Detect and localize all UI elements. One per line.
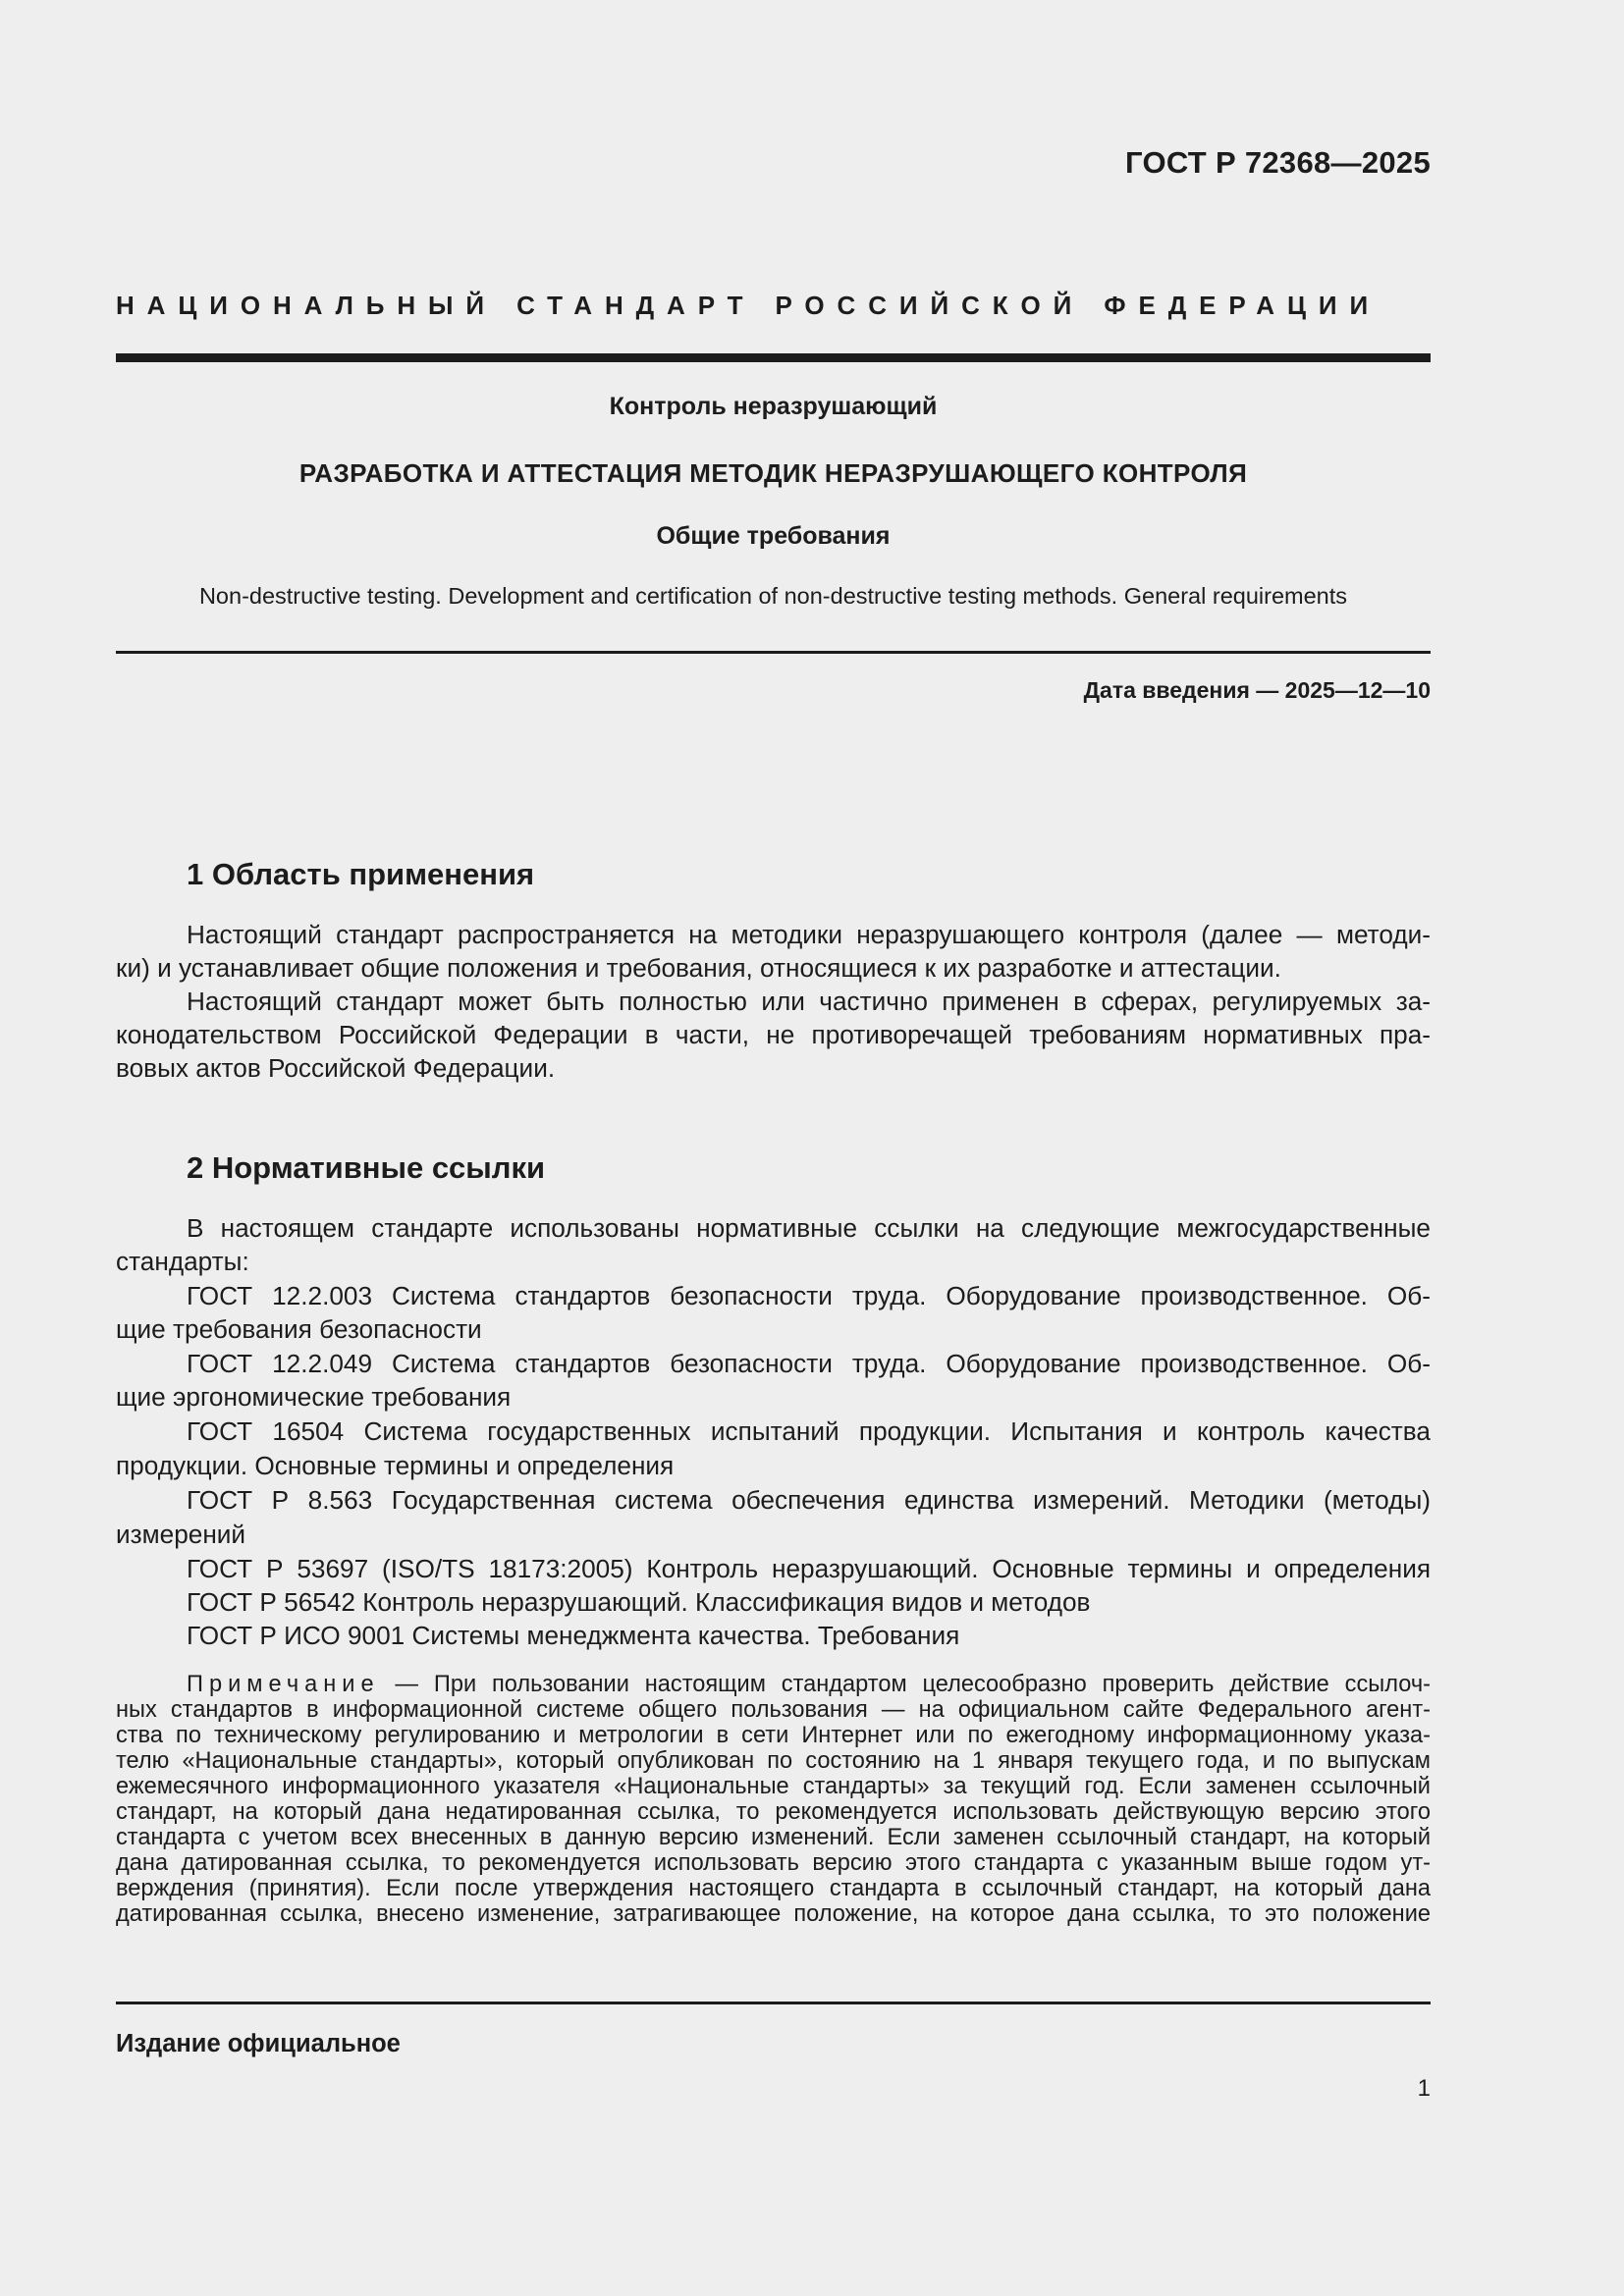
- document-id: ГОСТ Р 72368—2025: [1125, 145, 1431, 180]
- note-line: стандарт, на который дана недатированная ссылка, то рекомендуется использовать действующую версию этого: [116, 1799, 1431, 1825]
- footer-divider: [116, 2002, 1431, 2004]
- note-text: — При пользовании настоящим стандартом целесообразно проверить действие ссылоч-: [379, 1672, 1431, 1697]
- note-line: ных стандартов в информационной системе общего пользования — на официальном сайте Федерального агент-: [116, 1697, 1431, 1723]
- reference-line: ГОСТ Р 53697 (ISO/TS 18173:2005) Контроль неразрушающий. Основные термины и определения: [187, 1554, 1431, 1583]
- note-line: телю «Национальные стандарты», который опубликован по состоянию на 1 января текущего года, и по выпускам: [116, 1748, 1431, 1774]
- reference-line: ГОСТ Р 56542 Контроль неразрушающий. Классификация видов и методов: [187, 1587, 1091, 1617]
- section-heading-normative-references: 2 Нормативные ссылки: [187, 1150, 546, 1185]
- reference-line: продукции. Основные термины и определения: [116, 1451, 675, 1480]
- note-line: стандарта с учетом всех внесенных в данную версию изменений. Если заменен ссылочный стандарт, на который: [116, 1825, 1431, 1850]
- paragraph-line: ки) и устанавливает общие положения и требования, относящиеся к их разработке и аттестации.: [116, 953, 1281, 983]
- document-page: [116, 0, 1431, 2296]
- paragraph-line: Настоящий стандарт распространяется на методики неразрушающего контроля (далее — методи-: [187, 920, 1431, 949]
- reference-line: щие требования безопасности: [116, 1314, 482, 1344]
- reference-line: ГОСТ 12.2.003 Система стандартов безопасности труда. Оборудование производственное. Об-: [187, 1281, 1431, 1310]
- note-line: верждения (принятия). Если после утверждения настоящего стандарта в ссылочный стандарт, на который дана: [116, 1876, 1431, 1901]
- subtitle: Общие требования: [656, 522, 891, 550]
- reference-line: ГОСТ 12.2.049 Система стандартов безопасности труда. Оборудование производственное. Об-: [187, 1349, 1431, 1378]
- title-divider: [116, 651, 1431, 654]
- english-title: Non-destructive testing. Development and certification of non-destructive testing methods. General requirements: [198, 583, 1348, 609]
- page-number: 1: [1417, 2075, 1431, 2102]
- subject-title: Контроль неразрушающий: [609, 393, 938, 420]
- thick-divider: [116, 353, 1431, 362]
- reference-line: ГОСТ Р 8.563 Государственная система обеспечения единства измерений. Методики (методы): [187, 1485, 1431, 1515]
- paragraph-line: Настоящий стандарт может быть полностью или частично применен в сферах, регулируемых за-: [187, 987, 1431, 1016]
- note-line: ства по техническому регулированию и метрологии в сети Интернет или по ежегодному информационному указа-: [116, 1723, 1431, 1748]
- paragraph-line: вовых актов Российской Федерации.: [116, 1053, 556, 1083]
- note-line: дана датированная ссылка, то рекомендуется использовать версию этого стандарта с указанным выше годом ут-: [116, 1850, 1431, 1876]
- official-edition-label: Издание официальное: [116, 2030, 401, 2057]
- section-heading-scope: 1 Область применения: [187, 857, 535, 891]
- reference-line: щие эргономические требования: [116, 1382, 512, 1412]
- note-label: Примечание: [187, 1672, 380, 1697]
- reference-line: измерений: [116, 1520, 246, 1549]
- main-title: РАЗРАБОТКА И АТТЕСТАЦИЯ МЕТОДИК НЕРАЗРУШАЮЩЕГО КОНТРОЛЯ: [298, 458, 1248, 488]
- paragraph-line: конодательством Российской Федерации в части, не противоречащей требованиям нормативных пра-: [116, 1020, 1431, 1049]
- paragraph-line: стандарты:: [116, 1247, 249, 1276]
- note-line: датированная ссылка, внесено изменение, затрагивающее положение, на которое дана ссылка, то это положение: [116, 1901, 1431, 1927]
- paragraph-line: В настоящем стандарте использованы нормативные ссылки на следующие межгосударственные: [187, 1213, 1431, 1243]
- note-first-line: [187, 1672, 1431, 1697]
- reference-line: ГОСТ Р ИСО 9001 Системы менеджмента качества. Требования: [187, 1621, 960, 1650]
- national-standard-banner: НАЦИОНАЛЬНЫЙ СТАНДАРТ РОССИЙСКОЙ ФЕДЕРАЦИИ: [116, 291, 1381, 320]
- introduction-date: Дата введения — 2025—12—10: [1083, 677, 1431, 703]
- reference-line: ГОСТ 16504 Система государственных испытаний продукции. Испытания и контроль качества: [187, 1416, 1431, 1446]
- note-line: ежемесячного информационного указателя «Национальные стандарты» за текущий год. Если заменен ссылочный: [116, 1774, 1431, 1799]
